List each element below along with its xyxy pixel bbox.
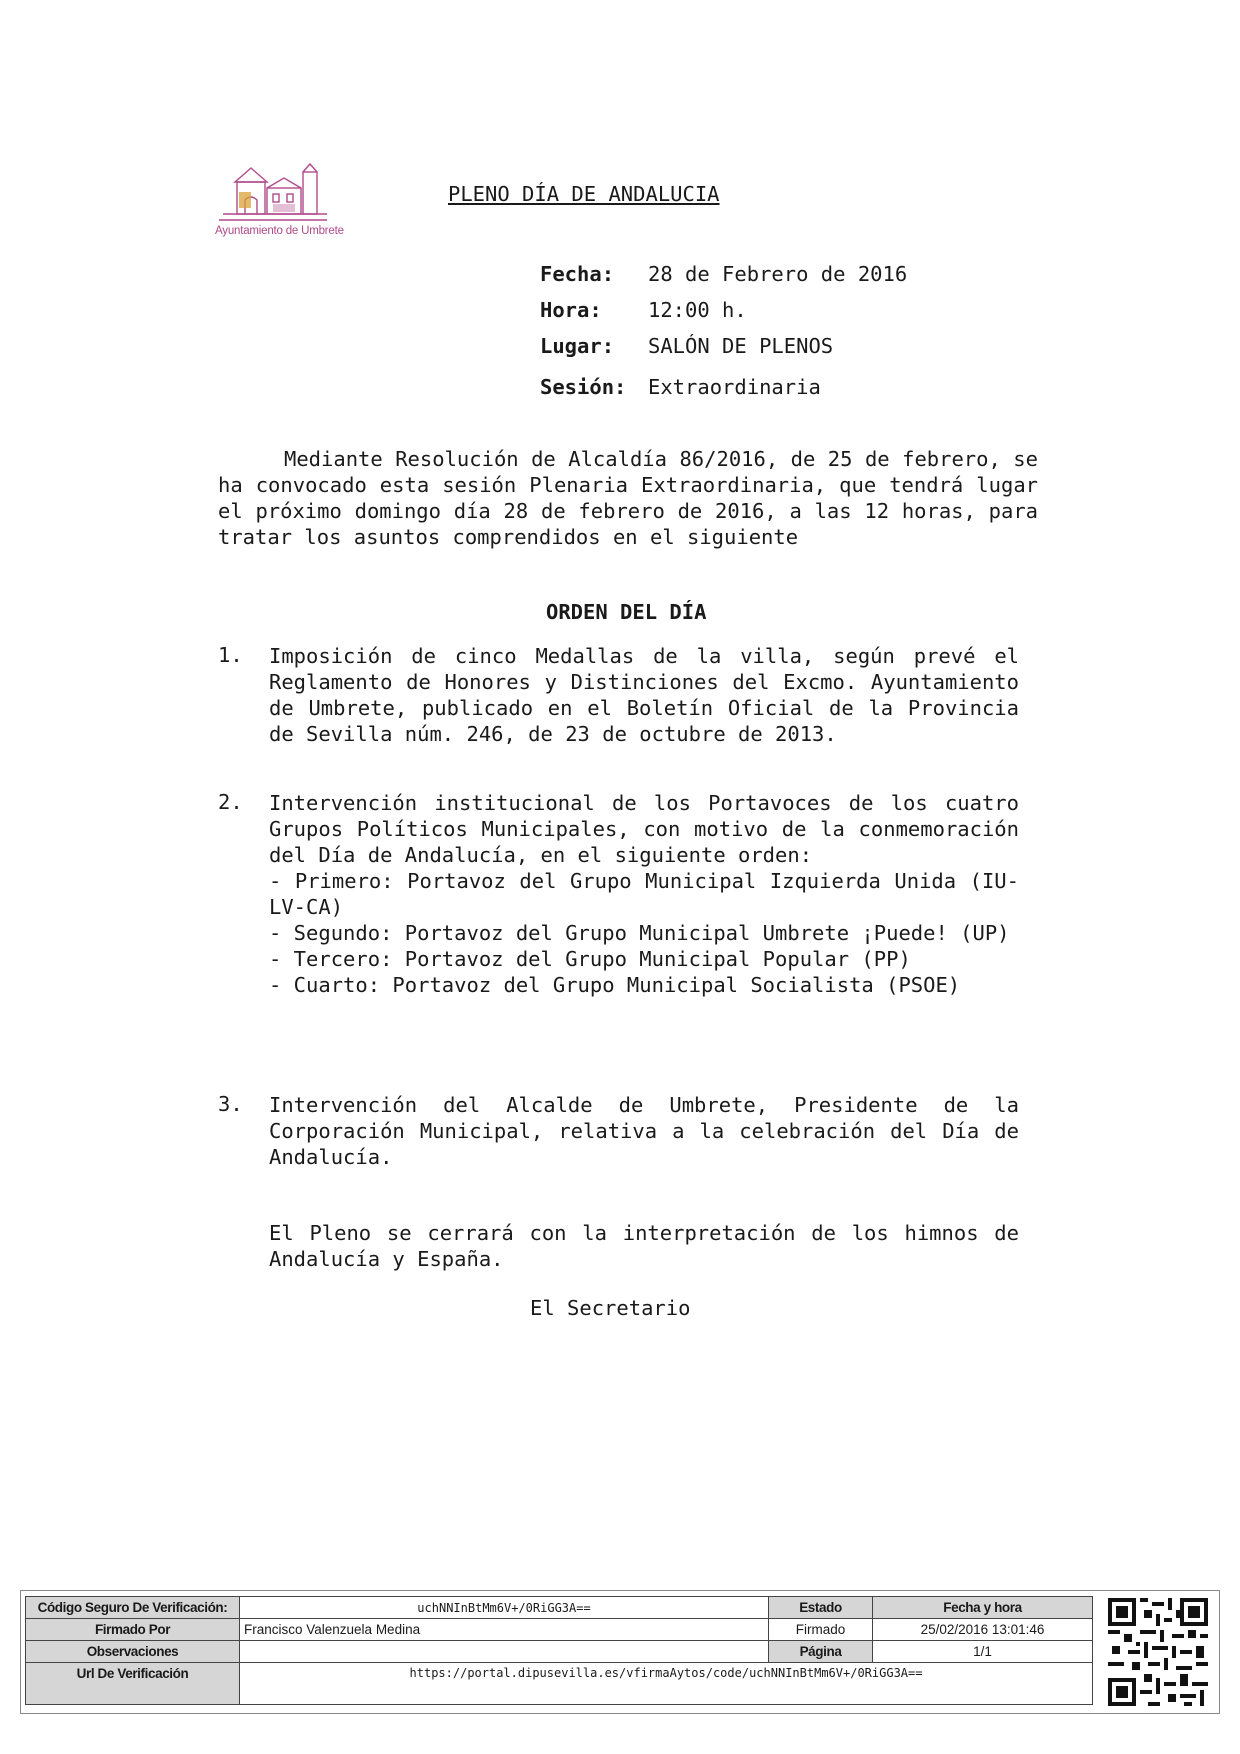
agenda-item-number: 2.	[218, 790, 243, 814]
agenda-item-number: 1.	[218, 643, 243, 667]
firmado-por-label: Firmado Por	[26, 1619, 240, 1641]
town-hall-illustration-icon	[215, 162, 365, 226]
verification-table	[25, 1596, 1093, 1705]
estado-label: Estado	[769, 1597, 873, 1619]
agenda-item-text: Intervención institucional de los Portavoces de los cuatro Grupos Políticos Municipales, con motivo de la conmemoración del Día de Andalucía, en el siguiente orden:	[269, 791, 1019, 867]
meta-label: Fecha:	[540, 262, 615, 286]
url-value[interactable]: https://portal.dipusevilla.es/vfirmaAytos/code/uchNNInBtMm6V+/0RiGG3A==	[240, 1663, 1093, 1705]
signature-line: El Secretario	[530, 1296, 691, 1320]
table-row	[26, 1619, 1093, 1641]
observaciones-value	[240, 1641, 769, 1663]
meta-value: Extraordinaria	[648, 375, 821, 399]
document-title: PLENO DÍA DE ANDALUCIA	[448, 182, 720, 206]
url-label: Url De Verificación	[26, 1663, 240, 1705]
fecha-value: 25/02/2016 13:01:46	[873, 1619, 1093, 1641]
meta-value: 12:00 h.	[648, 298, 747, 322]
meta-label: Hora:	[540, 298, 602, 322]
table-row	[26, 1641, 1093, 1663]
agenda-subitem: - Segundo: Portavoz del Grupo Municipal Umbrete ¡Puede! (UP)	[269, 921, 1010, 945]
municipal-logo	[215, 162, 365, 242]
table-row	[26, 1597, 1093, 1619]
observaciones-label: Observaciones	[26, 1641, 240, 1663]
firmado-por-value: Francisco Valenzuela Medina	[240, 1619, 769, 1641]
meta-lugar	[540, 334, 833, 358]
table-row	[26, 1663, 1093, 1705]
csv-label: Código Seguro De Verificación:	[26, 1597, 240, 1619]
meta-sesion	[540, 375, 821, 399]
meta-value: 28 de Febrero de 2016	[648, 262, 908, 286]
meta-hora	[540, 298, 747, 322]
agenda-item-number: 3.	[218, 1092, 243, 1116]
intro-paragraph: Mediante Resolución de Alcaldía 86/2016, de 25 de febrero, se ha convocado esta sesión Plenaria Extraordinaria, que tendrá lugar el próximo domingo día 28 de febrero de 2016, a las 12 horas, para tratar los asuntos comprendidos en el siguiente	[218, 447, 1038, 549]
meta-label: Sesión:	[540, 375, 627, 399]
pagina-value: 1/1	[873, 1641, 1093, 1663]
qr-code-icon	[1108, 1598, 1208, 1706]
agenda-heading: ORDEN DEL DÍA	[546, 600, 707, 624]
agenda-subitem: - Primero: Portavoz del Grupo Municipal Izquierda Unida (IU-LV-CA)	[269, 869, 1019, 919]
estado-value: Firmado	[769, 1619, 873, 1641]
closing-paragraph: El Pleno se cerrará con la interpretación de los himnos de Andalucía y España.	[269, 1221, 1019, 1271]
agenda-item	[269, 790, 1019, 998]
csv-value: uchNNInBtMm6V+/0RiGG3A==	[240, 1597, 769, 1619]
logo-caption: Ayuntamiento de Umbrete	[215, 225, 344, 237]
agenda-item-text: Intervención del Alcalde de Umbrete, Presidente de la Corporación Municipal, relativa a la celebración del Día de Andalucía.	[269, 1093, 1019, 1169]
pagina-label: Página	[769, 1641, 873, 1663]
fecha-label: Fecha y hora	[873, 1597, 1093, 1619]
agenda-item-text: Imposición de cinco Medallas de la villa, según prevé el Reglamento de Honores y Distinciones del Excmo. Ayuntamiento de Umbrete, publicado en el Boletín Oficial de la Provincia de Sevilla núm. 246, de 23 de octubre de 2013.	[269, 644, 1019, 746]
meta-fecha	[540, 262, 907, 286]
agenda-subitem: - Tercero: Portavoz del Grupo Municipal Popular (PP)	[269, 947, 911, 971]
meta-value: SALÓN DE PLENOS	[648, 334, 834, 358]
meta-label: Lugar:	[540, 334, 615, 358]
agenda-subitem: - Cuarto: Portavoz del Grupo Municipal Socialista (PSOE)	[269, 973, 961, 997]
